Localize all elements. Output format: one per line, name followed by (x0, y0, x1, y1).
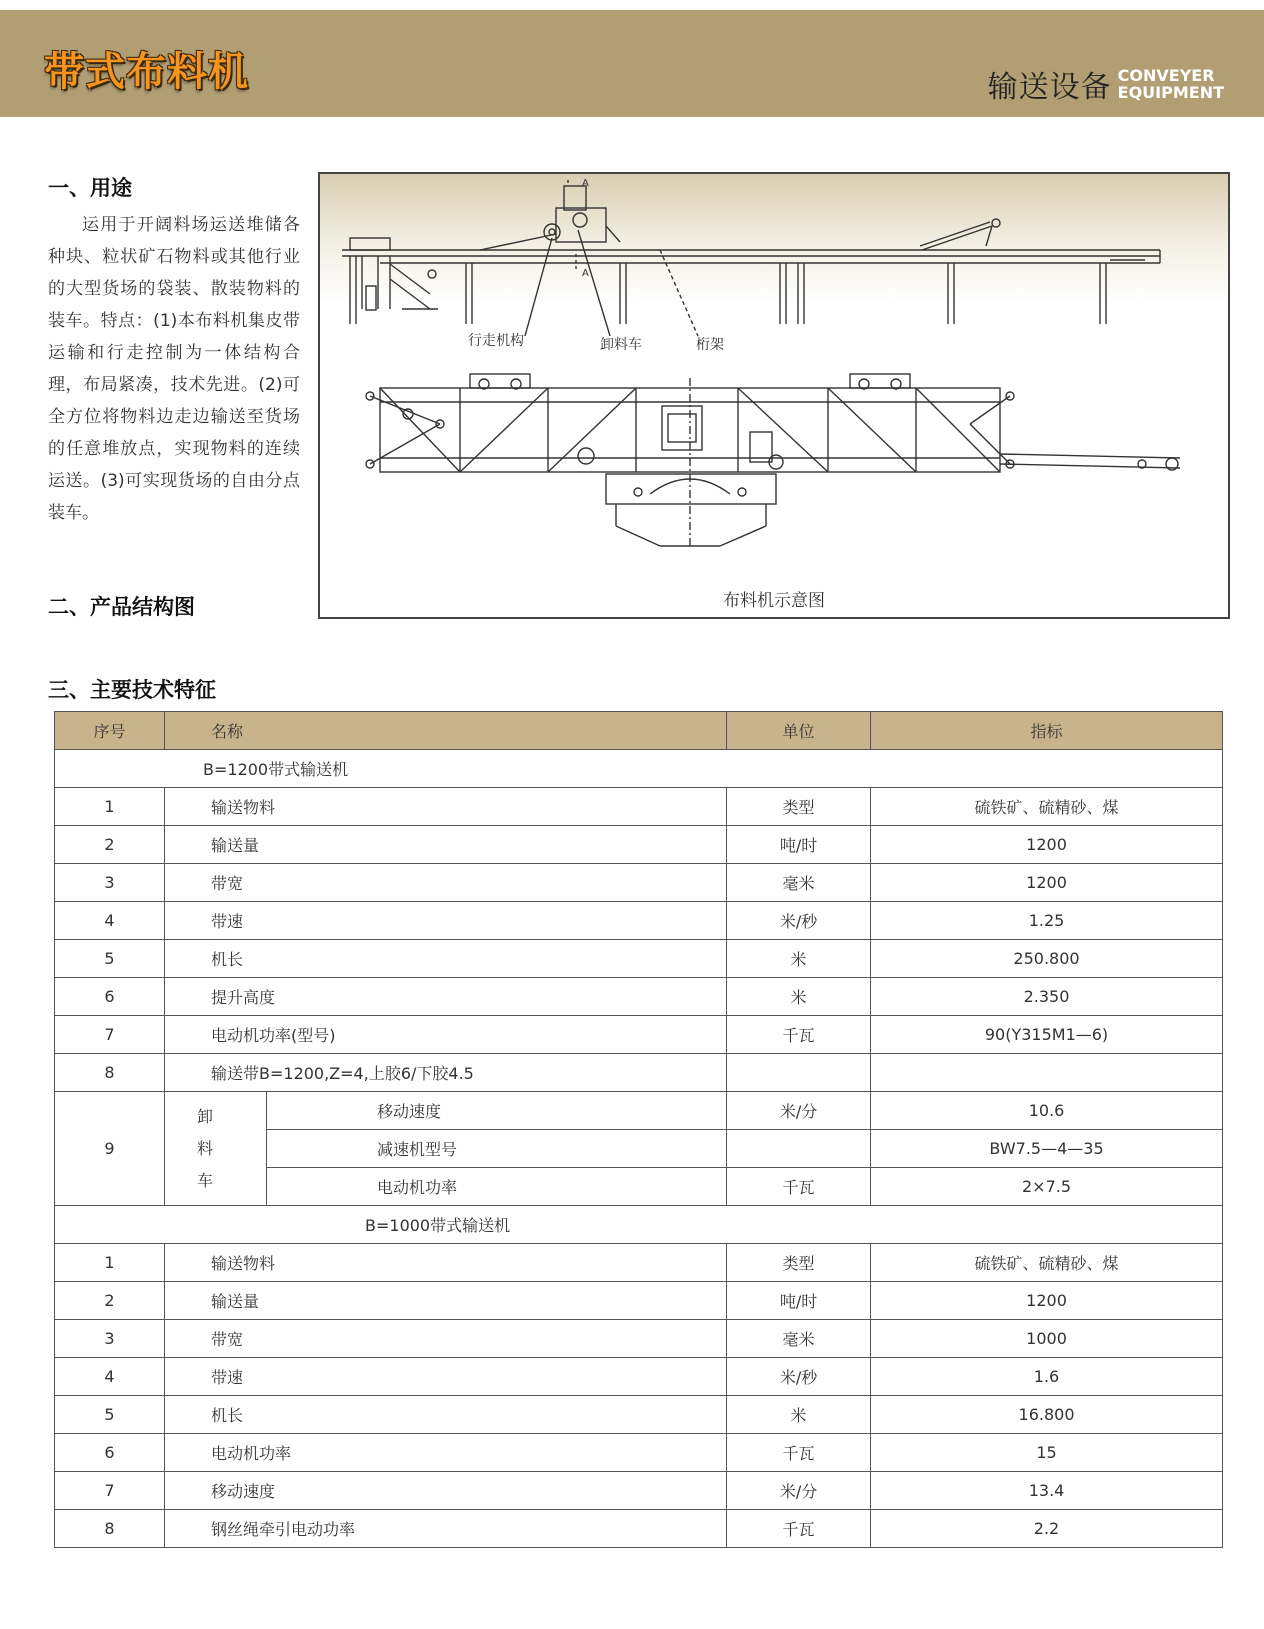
table-row (55, 826, 1223, 864)
cell-name: 移动速度 (165, 1472, 727, 1510)
cell-value: 16.800 (871, 1396, 1223, 1434)
section-marker-a-top: A (582, 178, 589, 189)
cell-no: 3 (55, 1320, 165, 1358)
cell-name: 输送物料 (165, 788, 727, 826)
cell-value: 1200 (871, 864, 1223, 902)
specs-heading: 三、主要技术特征 (48, 678, 216, 702)
product-title: 带式布料机 (44, 49, 249, 95)
spec-table (54, 711, 1223, 1548)
table-row (55, 788, 1223, 826)
cell-name: 电动机功率(型号) (165, 1016, 727, 1054)
cell-value: 2×7.5 (871, 1168, 1223, 1206)
cell-name: 移动速度 (267, 1092, 727, 1130)
cell-unit: 毫米 (727, 1320, 871, 1358)
cell-value: 硫铁矿、硫精砂、煤 (871, 788, 1223, 826)
figure-caption: 布料机示意图 (723, 591, 825, 611)
cell-value: 1.6 (871, 1358, 1223, 1396)
tripper-label-char: 车 (197, 1170, 214, 1190)
tripper-label-char: 料 (197, 1138, 214, 1158)
cell-value: 1200 (871, 1282, 1223, 1320)
category-en-line1: CONVEYER (1117, 66, 1215, 85)
table-row (55, 978, 1223, 1016)
structure-heading: 二、产品结构图 (48, 595, 195, 619)
cell-unit: 毫米 (727, 864, 871, 902)
cell-value: 90(Y315M1—6) (871, 1016, 1223, 1054)
cell-name: 带速 (165, 902, 727, 940)
cell-name: 电动机功率 (165, 1434, 727, 1472)
table-row (55, 940, 1223, 978)
table-row (55, 1244, 1223, 1282)
section-marker-a-bottom: A (582, 268, 589, 279)
cell-unit (727, 1130, 871, 1168)
cell-value: 1000 (871, 1320, 1223, 1358)
table-row (55, 1054, 1223, 1092)
cell-unit: 千瓦 (727, 1016, 871, 1054)
cell-no: 8 (55, 1510, 165, 1548)
cell-value: 10.6 (871, 1092, 1223, 1130)
cell-value: 硫铁矿、硫精砂、煤 (871, 1244, 1223, 1282)
label-walking-mechanism: 行走机构 (468, 333, 524, 349)
cell-no: 4 (55, 902, 165, 940)
table-row (55, 1510, 1223, 1548)
header-banner (0, 10, 1264, 117)
cell-unit: 米/秒 (727, 1358, 871, 1396)
cell-name: 机长 (165, 940, 727, 978)
tripper-label (165, 1092, 267, 1206)
cell-no: 2 (55, 826, 165, 864)
cell-value: 13.4 (871, 1472, 1223, 1510)
cell-name: 带宽 (165, 1320, 727, 1358)
side-view-drawing (342, 180, 1160, 336)
category-en-line2: EQUIPMENT (1117, 83, 1224, 102)
cell-no: 7 (55, 1472, 165, 1510)
cell-value: 2.350 (871, 978, 1223, 1016)
cell-unit: 米/分 (727, 1472, 871, 1510)
table-row (55, 1358, 1223, 1396)
cell-no: 6 (55, 1434, 165, 1472)
col-name: 名称 (165, 712, 727, 750)
category-en (1118, 67, 1224, 101)
table-row (55, 1282, 1223, 1320)
cell-name: 带速 (165, 1358, 727, 1396)
cell-unit: 类型 (727, 1244, 871, 1282)
cell-value: 1.25 (871, 902, 1223, 940)
cell-value (871, 1054, 1223, 1092)
cell-no: 8 (55, 1054, 165, 1092)
cell-value: 15 (871, 1434, 1223, 1472)
front-view-drawing (366, 374, 1180, 546)
col-unit: 单位 (727, 712, 871, 750)
table-row (55, 864, 1223, 902)
cell-unit: 千瓦 (727, 1168, 871, 1206)
table-header-row (55, 712, 1223, 750)
cell-no: 4 (55, 1358, 165, 1396)
cell-name: 输送量 (165, 1282, 727, 1320)
cell-value: BW7.5—4—35 (871, 1130, 1223, 1168)
cell-unit: 吨/时 (727, 1282, 871, 1320)
col-no: 序号 (55, 712, 165, 750)
cell-value: 2.2 (871, 1510, 1223, 1548)
usage-heading: 一、用途 (48, 176, 132, 200)
cell-unit: 米 (727, 1396, 871, 1434)
cell-no: 5 (55, 1396, 165, 1434)
table-row (55, 1320, 1223, 1358)
cell-no: 7 (55, 1016, 165, 1054)
cell-value: 1200 (871, 826, 1223, 864)
cell-unit: 米 (727, 940, 871, 978)
section-title: B=1000带式输送机 (55, 1206, 1223, 1244)
cell-unit: 类型 (727, 788, 871, 826)
table-row (55, 1434, 1223, 1472)
cell-unit: 米/秒 (727, 902, 871, 940)
table-section-row (55, 750, 1223, 788)
cell-no: 9 (55, 1092, 165, 1206)
usage-text-block (48, 209, 300, 529)
label-truss: 桁架 (696, 337, 724, 353)
cell-name: 提升高度 (165, 978, 727, 1016)
cell-name: 输送物料 (165, 1244, 727, 1282)
structure-drawing (320, 174, 1228, 617)
table-section-row (55, 1206, 1223, 1244)
cell-name: 输送量 (165, 826, 727, 864)
cell-no: 2 (55, 1282, 165, 1320)
table-row (55, 1472, 1223, 1510)
col-value: 指标 (871, 712, 1223, 750)
cell-no: 1 (55, 788, 165, 826)
cell-name: 钢丝绳牵引电动功率 (165, 1510, 727, 1548)
structure-figure (318, 172, 1230, 619)
cell-unit: 千瓦 (727, 1434, 871, 1472)
cell-name: 输送带B=1200,Z=4,上胶6/下胶4.5 (165, 1054, 727, 1092)
cell-name: 带宽 (165, 864, 727, 902)
table-row (55, 1016, 1223, 1054)
tripper-label-char: 卸 (197, 1106, 214, 1126)
cell-value: 250.800 (871, 940, 1223, 978)
usage-text: 运用于开阔料场运送堆储各种块、粒状矿石物料或其他行业的大型货场的袋装、散装物料的装车。特点：(1)本布料机集皮带运输和行走控制为一体结构合理，布局紧凑，技术先进。(2)可全方位将物料边走边输送至货场的任意堆放点，实现物料的连续运送。(3)可实现货场的自由分点装车。 (48, 215, 300, 523)
cell-unit: 米/分 (727, 1092, 871, 1130)
table-row (55, 902, 1223, 940)
cell-name: 减速机型号 (267, 1130, 727, 1168)
cell-unit: 米 (727, 978, 871, 1016)
section-title: B=1200带式输送机 (55, 750, 1223, 788)
cell-name: 电动机功率 (267, 1168, 727, 1206)
table-row-tripper (55, 1092, 1223, 1130)
label-tripper-car: 卸料车 (600, 337, 642, 353)
cell-no: 5 (55, 940, 165, 978)
cell-no: 3 (55, 864, 165, 902)
cell-no: 1 (55, 1244, 165, 1282)
category-cn: 输送设备 (987, 70, 1112, 105)
cell-name: 机长 (165, 1396, 727, 1434)
category-label (988, 62, 1224, 106)
cell-unit: 吨/时 (727, 826, 871, 864)
cell-no: 6 (55, 978, 165, 1016)
table-row (55, 1396, 1223, 1434)
cell-unit (727, 1054, 871, 1092)
cell-unit: 千瓦 (727, 1510, 871, 1548)
